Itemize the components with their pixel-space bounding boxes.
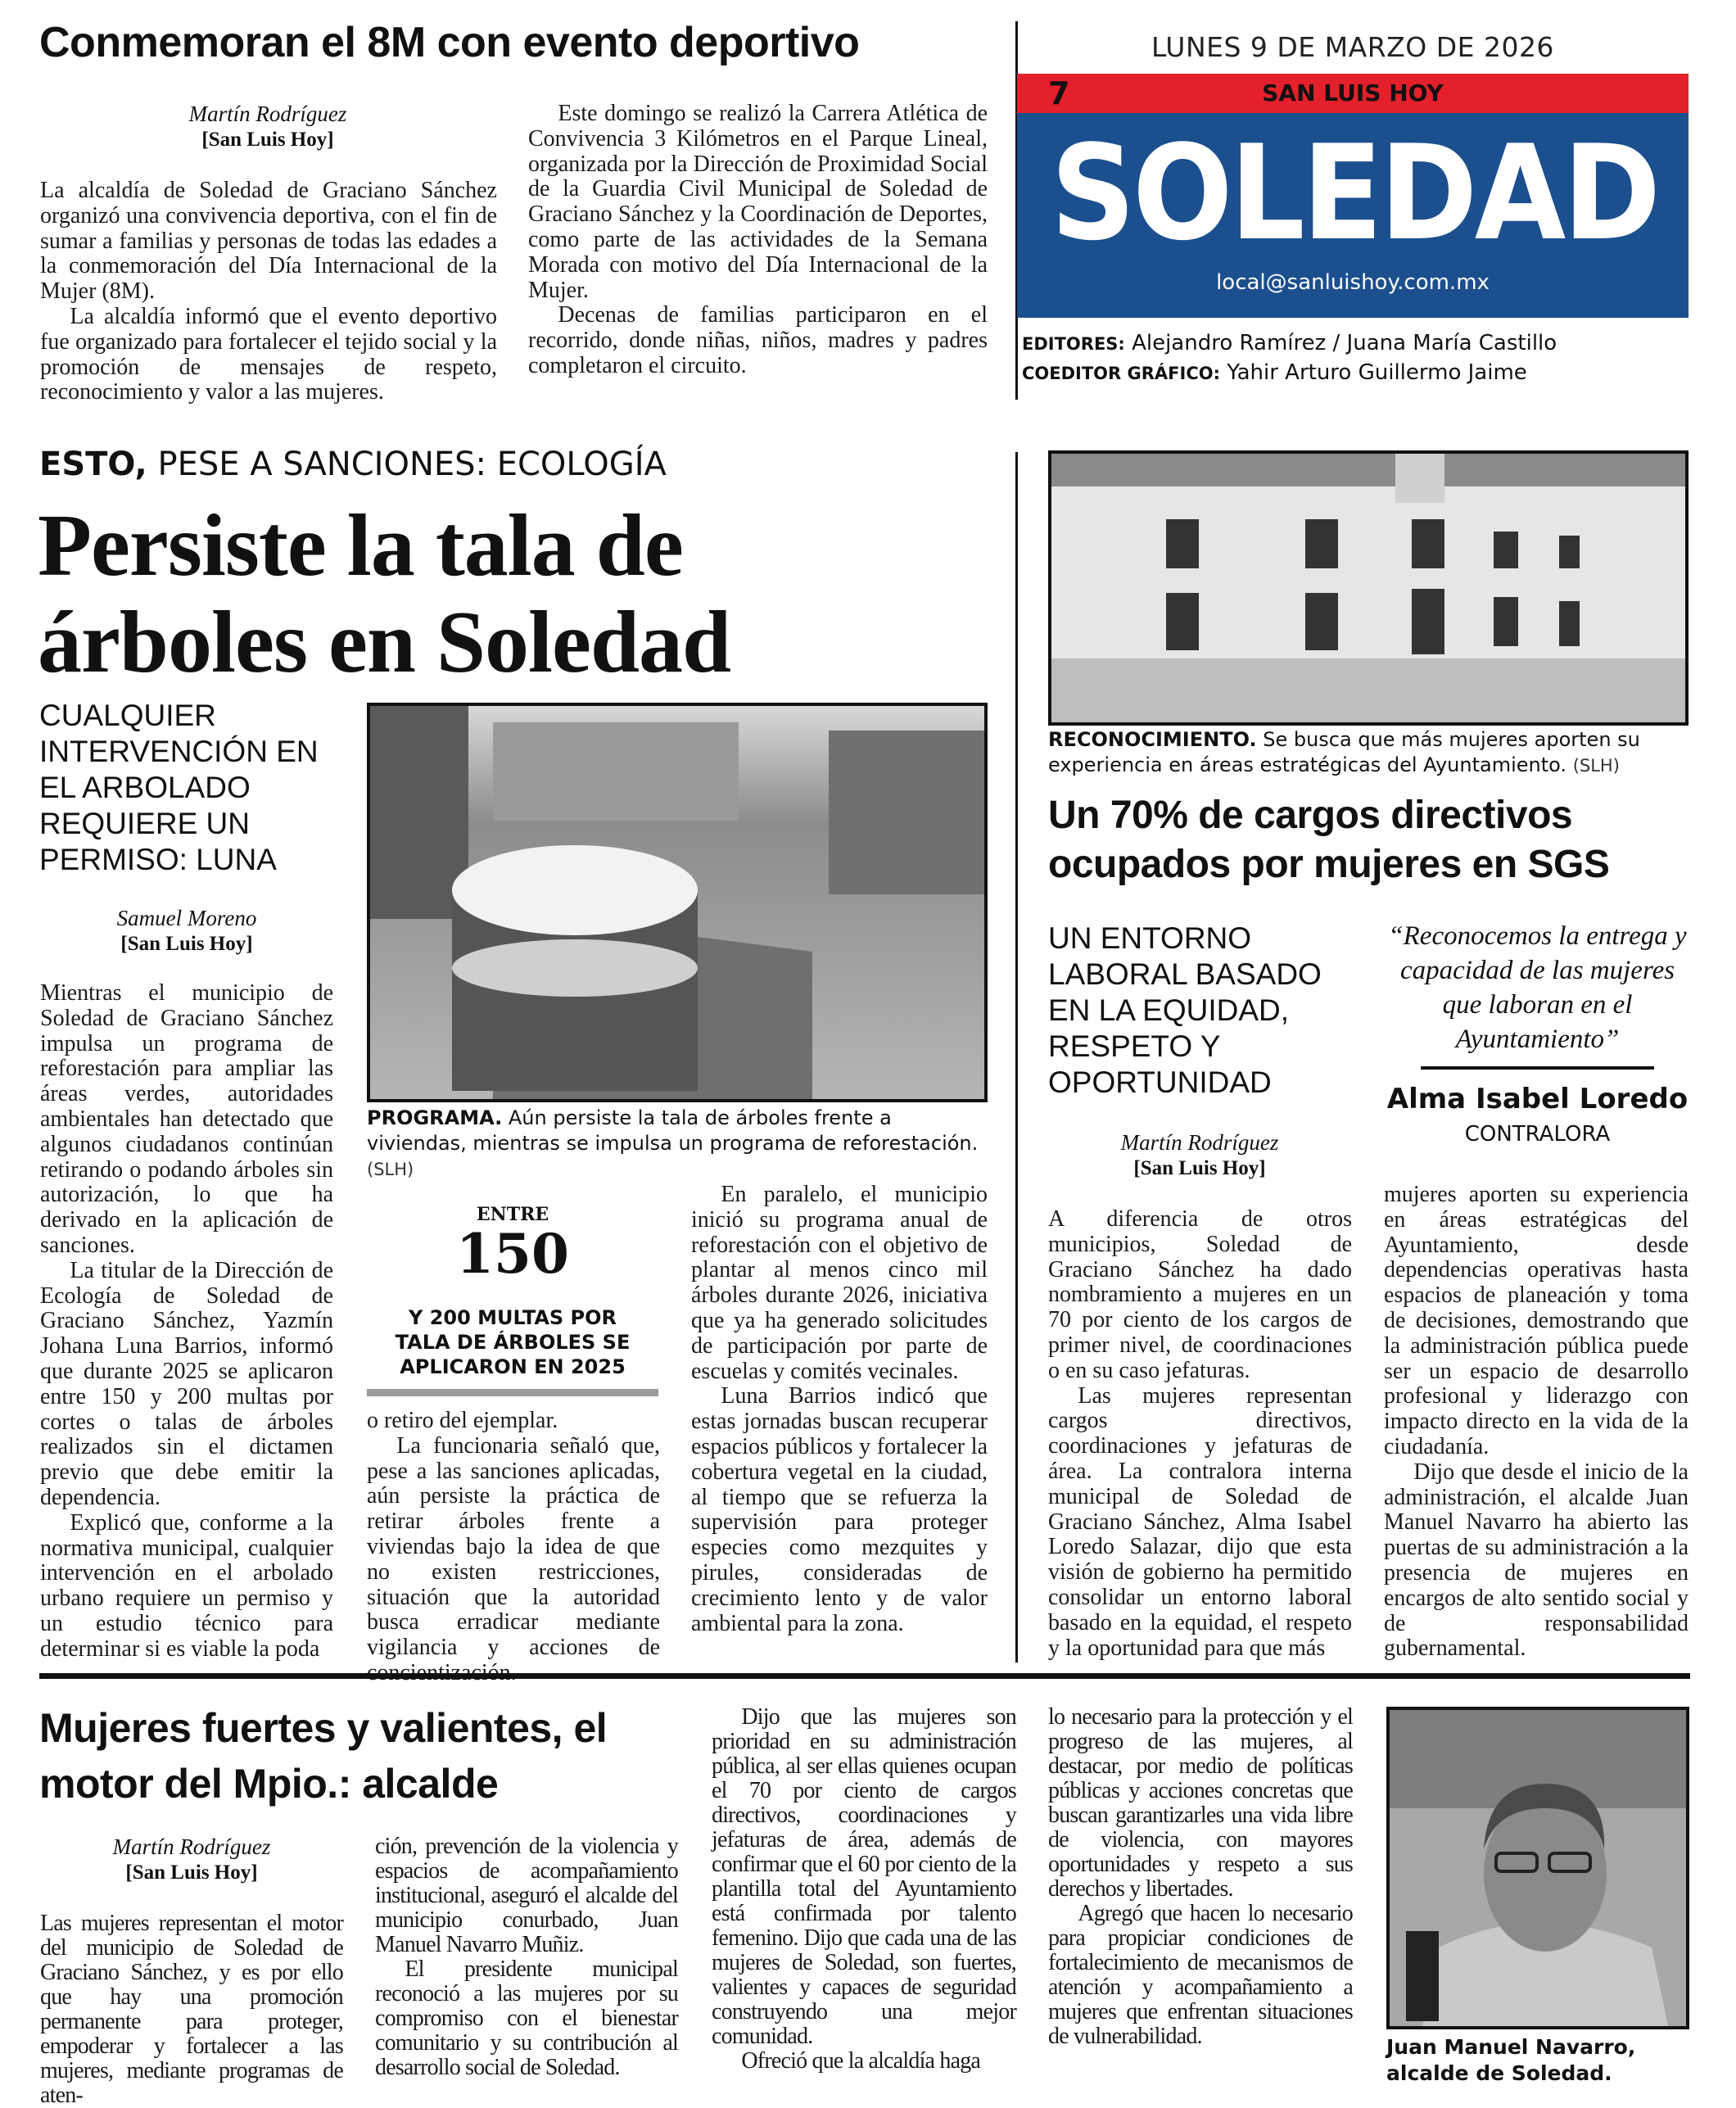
paragraph: A diferencia de otros municipios, Soledad de Graciano Sánchez ha dado nombramiento a mujeres en un 70 por ciento de los cargos de primer nivel, de coordinaciones o en su caso jefaturas. [1048, 1206, 1352, 1383]
fact-text: Y 200 MULTAS POR TALA DE ÁRBOLES SE APLICARON EN 2025 [395, 1306, 631, 1378]
editors-label: EDITORES: [1022, 334, 1125, 354]
mayor-portrait-image [1390, 1710, 1686, 2026]
main-photo-caption [367, 1106, 989, 1183]
paragraph: Dijo que las mujeres son prioridad en su administración pública, al ser ellas quienes ocupan el 70 por ciento de cargos directivos, coordinaciones y jefaturas de área, además de confirmar que el 60 por ciento de la plantilla total del Ayuntamiento está confirmada por talento femenino. Dijo que cada una de las mujeres de Soledad, son fuertes, valientes y capaces de seguridad construyendo una mejor comunidad. [712, 1704, 1016, 2049]
bottom-col-3 [712, 1705, 1016, 2095]
source: [San Luis Hoy] [201, 129, 334, 151]
town-hall-image [1051, 454, 1685, 722]
graphic-editor-name: Yahir Arturo Guillermo Jaime [1227, 360, 1527, 385]
paragraph: La titular de la Dirección de Ecología de Soledad de Graciano Sánchez, Yazmín Johana Luna Barrios, informó que durante 2025 se aplicaron entre 150 y 200 multas por cortes o talas de árboles realizados sin el dictamen previo que debe emitir la dependencia. [40, 1257, 333, 1510]
fact-rule [367, 1389, 658, 1396]
right-headline: Un 70% de cargos directivos ocupados por mujeres en SGS [1048, 794, 1610, 886]
editors-names: Alejandro Ramírez / Juana María Castillo [1132, 331, 1557, 355]
main-kicker [39, 446, 667, 483]
caption-text: Se busca que más mujeres aporten su experiencia en áreas estratégicas del Ayuntamiento. [1048, 728, 1640, 776]
bottom-headline: Mujeres fuertes y valientes, el motor del Mpio.: alcalde [39, 1705, 608, 1807]
section-title: SOLEDAD [1051, 116, 1658, 269]
section-email[interactable]: local@sanluishoy.com.mx [1216, 270, 1490, 295]
bottom-col-4 [1048, 1705, 1353, 2095]
main-byline [40, 906, 333, 957]
paragraph: Decenas de familias participaron en el recorrido, donde niñas, niños, madres y padres completaron el circuito. [528, 302, 988, 378]
masthead-red-bar [1017, 74, 1689, 113]
author: Samuel Moreno [116, 906, 257, 930]
main-subhead: CUALQUIER INTERVENCIÓN EN EL ARBOLADO REQUIERE UN PERMISO: LUNA [39, 699, 319, 876]
caption-credit: (SLH) [1572, 756, 1620, 776]
paragraph: En paralelo, el municipio inició su programa anual de reforestación con el objetivo de plantar al menos cinco mil árboles durante 2026, iniciativa que ya ha generado solicitudes de participación por parte de escuelas y comités vecinales. [691, 1182, 988, 1384]
caption-bold: RECONOCIMIENTO. [1048, 728, 1257, 751]
right-col-2 [1384, 1183, 1689, 1662]
tree-stump-image [370, 706, 984, 1099]
graphic-editor-line [1022, 360, 1527, 385]
caption-credit: (SLH) [367, 1160, 414, 1179]
right-col-1 [1048, 1207, 1352, 1662]
paragraph: ción, prevención de la violencia y espacios de acompañamiento institucional, aseguró el alcalde del municipio conurbado, Juan Manuel Navarro Muñiz. [375, 1834, 678, 1957]
author: Martín Rodríguez [1120, 1130, 1279, 1155]
main-col-1 [40, 981, 333, 1662]
mayor-photo [1386, 1707, 1689, 2029]
paragraph: mujeres aporten su experiencia en áreas estratégicas del Ayuntamiento, desde dependencias operativas hasta espacios de planeación y toma de decisiones, demostrando que la administración pública puede ser un espacio de desarrollo profesional y liderazgo con impacto directo en la vida de la ciudadanía. [1384, 1182, 1689, 1459]
section-rule [39, 1673, 1690, 1679]
source: [San Luis Hoy] [125, 1861, 258, 1884]
paragraph: o retiro del ejemplar. [367, 1408, 558, 1433]
right-byline [1048, 1130, 1351, 1181]
paragraph: Explicó que, conforme a la normativa municipal, cualquier intervención en el arbolado urbano requiere un permiso y un estudio técnico para determinar si es viable la poda [40, 1509, 333, 1662]
quote-role: CONTRALORA [1464, 1122, 1611, 1147]
paragraph: Luna Barrios indicó que estas jornadas buscan recuperar espacios públicos y fortalecer la cobertura vegetal en la ciudad, al tiempo que se refuerza la supervisión para proteger especies como mezquites y pirules, consideradas de crecimiento lento y de valor ambiental para la zona. [691, 1383, 988, 1636]
top-col-1 [40, 179, 497, 411]
paragraph: Ofreció que la alcaldía haga [741, 2048, 981, 2074]
top-col-2 [528, 102, 988, 411]
mayor-photo-caption: Juan Manuel Navarro, alcalde de Soledad. [1386, 2035, 1636, 2085]
pull-quote: “Reconocemos la entrega y capacidad de las mujeres que laboran en el Ayuntamiento” [1388, 921, 1687, 1054]
bottom-byline [40, 1834, 343, 1885]
paragraph: Este domingo se realizó la Carrera Atlética de Convivencia 3 Kilómetros en el Parque Lineal, organizada por la Dirección de Proximidad Social de la Guardia Civil Municipal de Soledad de Graciano Sánchez y la Coordinación de Deportes, como parte de las actividades de la Semana Morada con motivo del Día Internacional de la Mujer. [528, 101, 988, 303]
paragraph: Mientras el municipio de Soledad de Graciano Sánchez impulsa un programa de reforestación para ampliar las áreas verdes, autoridades ambientales han detectado que algunos ciudadanos continúan retirando o podando árboles sin autorización, lo que ha derivado en la aplicación de sanciones. [40, 980, 333, 1258]
bottom-col-2 [375, 1834, 678, 2095]
paper-name: SAN LUIS HOY [1262, 79, 1444, 106]
paragraph: El presidente municipal reconoció a las mujeres por su compromiso con el bienestar comunitario y su contribución al desarrollo social de Soledad. [375, 1956, 678, 2080]
issue-date: LUNES 9 DE MARZO DE 2026 [1151, 31, 1554, 63]
kicker-text: PESE A SANCIONES: ECOLOGÍA [157, 446, 667, 483]
quote-name: Alma Isabel Loredo [1386, 1083, 1689, 1115]
paragraph: Dijo que desde el inicio de la administración, el alcalde Juan Manuel Navarro ha abierto las puertas de su administración a la presencia de mujeres en encargos de alto sentido social y de responsabilidad gubernamental. [1384, 1459, 1689, 1662]
main-headline: Persiste la tala de árboles en Soledad [38, 497, 731, 691]
author: Martín Rodríguez [112, 1834, 271, 1859]
right-subhead: UN ENTORNO LABORAL BASADO EN LA EQUIDAD, RESPETO Y OPORTUNIDAD [1048, 921, 1322, 1099]
paragraph: La alcaldía informó que el evento deportivo fue organizado para fortalecer el tejido social y la promoción de mensajes de respeto, reconocimiento y valor a las mujeres. [40, 303, 497, 405]
graphic-editor-label: COEDITOR GRÁFICO: [1022, 364, 1220, 383]
main-col-3 [691, 1183, 988, 1662]
masthead-blue-block [1017, 113, 1689, 318]
top-byline [40, 102, 495, 152]
paragraph: La funcionaria señaló que, pese a las sanciones aplicadas, aún persiste la práctica de retirar árboles frente a viviendas bajo la idea de que no existen restricciones, situación que la autoridad busca erradicar mediante vigilancia y acciones de [367, 1432, 660, 1661]
main-col-2 [367, 1409, 660, 1662]
top-headline: Conmemoran el 8M con evento deportivo [39, 19, 860, 66]
paragraph: Agregó que hacen lo necesario para propiciar condiciones de fortalecimiento de mecanismos de atención y acompañamiento a mujeres que enfrentan situaciones de vulnerabilidad. [1048, 1901, 1353, 2049]
column-divider [1015, 452, 1018, 1662]
source: [San Luis Hoy] [120, 933, 253, 955]
fact-number: 150 [456, 1222, 569, 1286]
caption-text: Aún persiste la tala de árboles frente a viviendas, mientras se impulsa un programa de reforestación. [367, 1106, 979, 1155]
paragraph: La alcaldía de Soledad de Graciano Sánchez organizó una convivencia deportiva, con el fin de sumar a familias y personas de todas las edades a la conmemoración del Día Internacional de la Mujer (8M). [40, 178, 497, 305]
town-hall-photo [1048, 450, 1689, 726]
editors-line [1022, 331, 1557, 355]
caption-bold: PROGRAMA. [367, 1106, 503, 1129]
fact-pre: ENTRE [476, 1204, 549, 1225]
right-photo-caption [1048, 727, 1691, 779]
paragraph: Las mujeres representan cargos directivos, coordinaciones y jefaturas de área. La contralora interna municipal de Soledad de Graciano Sánchez, Alma Isabel Loredo Salazar, dijo que esta visión de gobierno ha permitido consolidar un entorno laboral basado en la equidad, el respeto y la oportunidad para que más [1048, 1382, 1352, 1661]
fact-box [367, 1204, 658, 1396]
kicker-bold: ESTO, [39, 446, 147, 483]
page-number: 7 [1048, 75, 1070, 111]
paragraph: Las mujeres representan el motor del municipio de Soledad de Graciano Sánchez, y es por ello que hay una promoción permanente para proteger, empoderar y fortalecer a las mujeres, mediante programas de aten- [40, 1911, 343, 2108]
source: [San Luis Hoy] [1133, 1157, 1266, 1179]
tree-stump-photo [367, 703, 988, 1102]
paragraph: lo necesario para la protección y el progreso de las mujeres, al destacar, por medio de políticas públicas y acciones concretas que buscan garantizarles una vida libre de violencia, con mayores oportunidades y respeto a sus derechos y libertades. [1048, 1704, 1353, 1902]
author: Martín Rodríguez [188, 102, 347, 126]
quote-rule [1421, 1066, 1654, 1070]
bottom-col-1 [40, 1911, 343, 2108]
